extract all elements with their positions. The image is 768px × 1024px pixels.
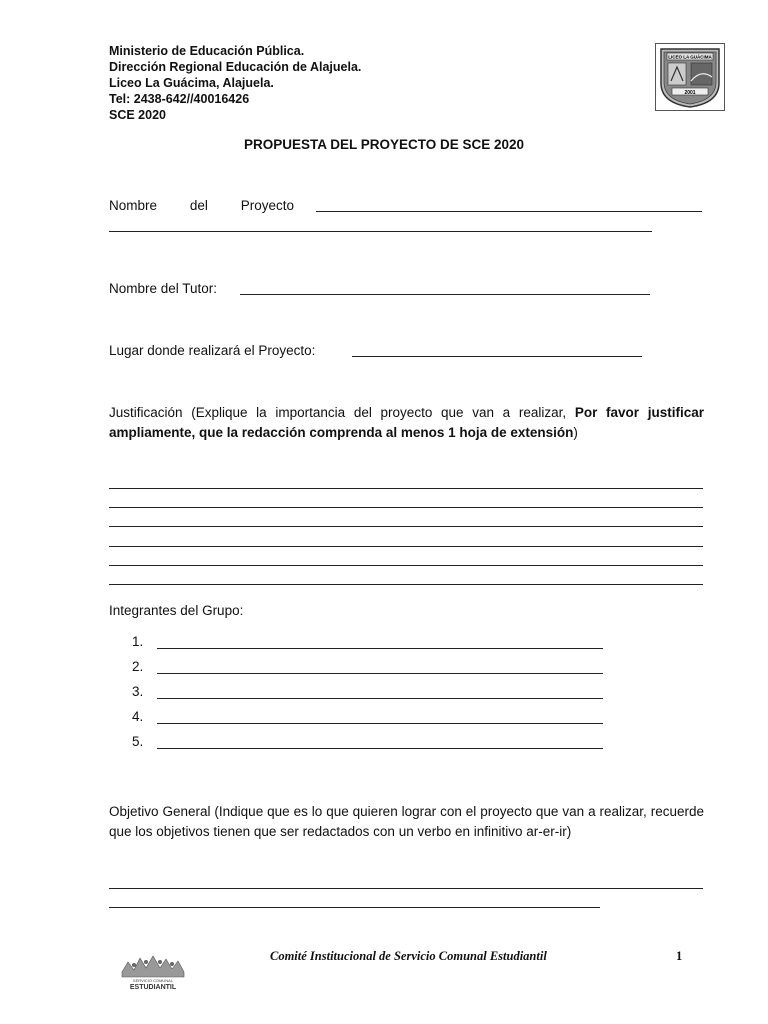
header-ministry: Ministerio de Educación Pública. — [109, 44, 305, 58]
foot-logo-small-text: SERVICIO COMUNAL — [132, 978, 174, 983]
justification-emphasis: Por favor justificar ampliamente, que la redacción comprenda al menos 1 hoja de extensión — [109, 405, 704, 440]
page-number: 1 — [676, 949, 683, 963]
justification-line-6[interactable] — [109, 584, 703, 585]
foot-logo-big-text: ESTUDIANTIL — [129, 984, 177, 991]
document-title: PROPUESTA DEL PROYECTO DE SCE 2020 — [243, 137, 525, 152]
member-number-4: 4. — [132, 709, 144, 724]
header-phone: Tel: 2438-642//40016426 — [109, 92, 250, 106]
justification-line-2[interactable] — [109, 507, 703, 508]
justification-paragraph — [109, 403, 704, 443]
justification-line-5[interactable] — [109, 565, 703, 566]
project-name-label: Nombre del Proyecto — [109, 198, 294, 213]
members-label: Integrantes del Grupo: — [109, 603, 244, 618]
member-line-2[interactable] — [157, 673, 603, 674]
tutor-line[interactable] — [240, 294, 650, 295]
header-school: Liceo La Guácima, Alajuela. — [109, 76, 274, 90]
place-label: Lugar donde realizará el Proyecto: — [109, 343, 316, 358]
place-line[interactable] — [352, 356, 642, 357]
justification-line-4[interactable] — [109, 546, 703, 547]
justification-line-1[interactable] — [109, 488, 703, 489]
justification-intro: Justificación (Explique la importancia del proyecto que van a realizar, — [109, 405, 575, 420]
servicio-comunal-logo — [120, 950, 186, 992]
school-crest-logo — [655, 43, 725, 111]
project-name-line-1[interactable] — [316, 211, 702, 212]
member-line-3[interactable] — [157, 698, 603, 699]
tutor-label: Nombre del Tutor: — [109, 281, 218, 296]
member-number-3: 3. — [132, 684, 144, 699]
member-number-5: 5. — [132, 734, 144, 749]
member-number-2: 2. — [132, 659, 144, 674]
crest-top-text: LICEO LA GUÁCIMA — [668, 54, 712, 60]
header-regional: Dirección Regional Educación de Alajuela. — [109, 60, 362, 74]
member-line-5[interactable] — [157, 748, 603, 749]
objective-line-1[interactable] — [109, 888, 703, 889]
justification-close: ) — [573, 425, 578, 440]
member-line-1[interactable] — [157, 648, 603, 649]
objective-paragraph: Objetivo General (Indique que es lo que quieren lograr con el proyecto que van a realizar, recuerde que los objetivos tienen que ser redactados con un verbo en infinitivo ar-er-ir) — [109, 804, 704, 839]
member-number-1: 1. — [132, 634, 144, 649]
crest-year: 2001 — [684, 90, 696, 96]
institution-header — [109, 43, 361, 123]
justification-line-3[interactable] — [109, 526, 703, 527]
member-line-4[interactable] — [157, 723, 603, 724]
header-sce: SCE 2020 — [109, 108, 166, 122]
project-name-line-2[interactable] — [109, 231, 652, 232]
footer-committee: Comité Institucional de Servicio Comunal Estudiantil — [270, 949, 547, 963]
objective-line-2[interactable] — [109, 907, 600, 908]
